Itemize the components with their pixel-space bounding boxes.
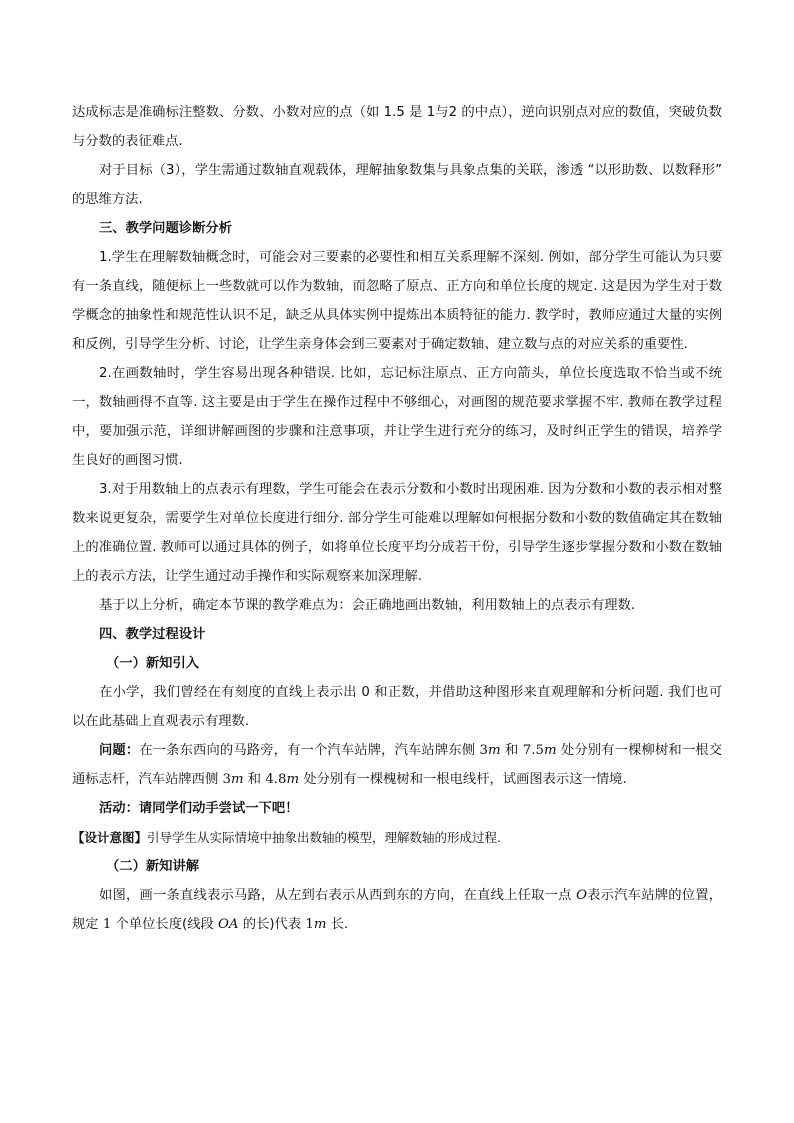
section-heading-4: 四、教学过程设计 xyxy=(99,627,206,642)
paragraph-diagnosis-1: 1.学生在理解数轴概念时，可能会对三要素的必要性和相互关系理解不深刻. 例如，部分学生可能认为只要有一条直线，随便标上一些数就可以作为数轴，而忽略了原点、正方向和单位长度的规定. 这是因为学生对于数学概念的抽象性和规范性认识不足，缺乏从具体实例中提炼出本质特征的能力. 教学时，教师应通过大量的实例和反例，引导学生分析、讨论，让学生亲身体会到三要素对于确定数轴、建立数与点的对应关系的重要性. xyxy=(72,250,722,352)
design-intent: 【设计意图】引导学生从实际情境中抽象出数轴的模型，理解数轴的形成过程. xyxy=(72,830,501,845)
paragraph-conclusion: 基于以上分析，确定本节课的教学难点为：会正确地画出数轴，利用数轴上的点表示有理数. xyxy=(99,598,636,613)
paragraph-explain: 如图，画一条直线表示马路，从左到右表示从西到东的方向，在直线上任取一点 O表示汽车站牌的位置，规定 1 个单位长度(线段 OA 的长)代表 1m 长. xyxy=(72,888,723,932)
paragraph-goal-2: 达成标志是准确标注整数、分数、小数对应的点（如 1.5 是 1与2 的中点），逆向识别点对应的数值，突破负数与分数的表征难点. xyxy=(72,105,722,149)
subsection-heading-intro: （一）新知引入 xyxy=(106,656,200,671)
subsection-heading-explain: （二）新知讲解 xyxy=(106,859,200,874)
activity-line: 活动：请同学们动手尝试一下吧！ xyxy=(99,801,299,816)
paragraph-goal-3: 对于目标（3），学生需通过数轴直观载体，理解抽象数集与具象点集的关联，渗透 “以形助数、以数释形” 的思维方法. xyxy=(72,163,722,207)
design-intent-label: 【设计意图】 xyxy=(72,830,148,845)
problem-label: 问题： xyxy=(99,743,140,758)
paragraph-diagnosis-2: 2.在画数轴时，学生容易出现各种错误. 比如，忘记标注原点、正方向箭头，单位长度选取不恰当或不统一，数轴画得不直等. 这主要是由于学生在操作过程中不够细心，对画图的规范要求掌握不牢. 教师在教学过程中，要加强示范，详细讲解画图的步骤和注意事项，并让学生进行充分的练习，及时纠正学生的错误，培养学生良好的画图习惯. xyxy=(72,366,722,468)
paragraph-intro: 在小学，我们曾经在有刻度的直线上表示出 0 和正数，并借助这种图形来直观理解和分析问题. 我们也可以在此基础上直观表示有理数. xyxy=(72,685,722,729)
section-heading-3: 三、教学问题诊断分析 xyxy=(99,221,232,236)
paragraph-diagnosis-3: 3.对于用数轴上的点表示有理数，学生可能会在表示分数和小数时出现困难. 因为分数和小数的表示相对整数来说更复杂，需要学生对单位长度进行细分. 部分学生可能难以理解如何根据分数和小数的数值确定其在数轴上的准确位置. 教师可以通过具体的例子，如将单位长度平均分成若干份，引导学生逐步掌握分数和小数在数轴上的表示方法，让学生通过动手操作和实际观察来加深理解. xyxy=(72,482,722,584)
document-page xyxy=(72,98,722,939)
paragraph-problem: 问题：在一条东西向的马路旁，有一个汽车站牌，汽车站牌东侧 3m 和 7.5m 处分别有一棵柳树和一根交通标志杆，汽车站牌西侧 3m 和 4.8m 处分别有一棵槐树和一根电线杆，试画图表示这一情境. xyxy=(72,743,723,787)
